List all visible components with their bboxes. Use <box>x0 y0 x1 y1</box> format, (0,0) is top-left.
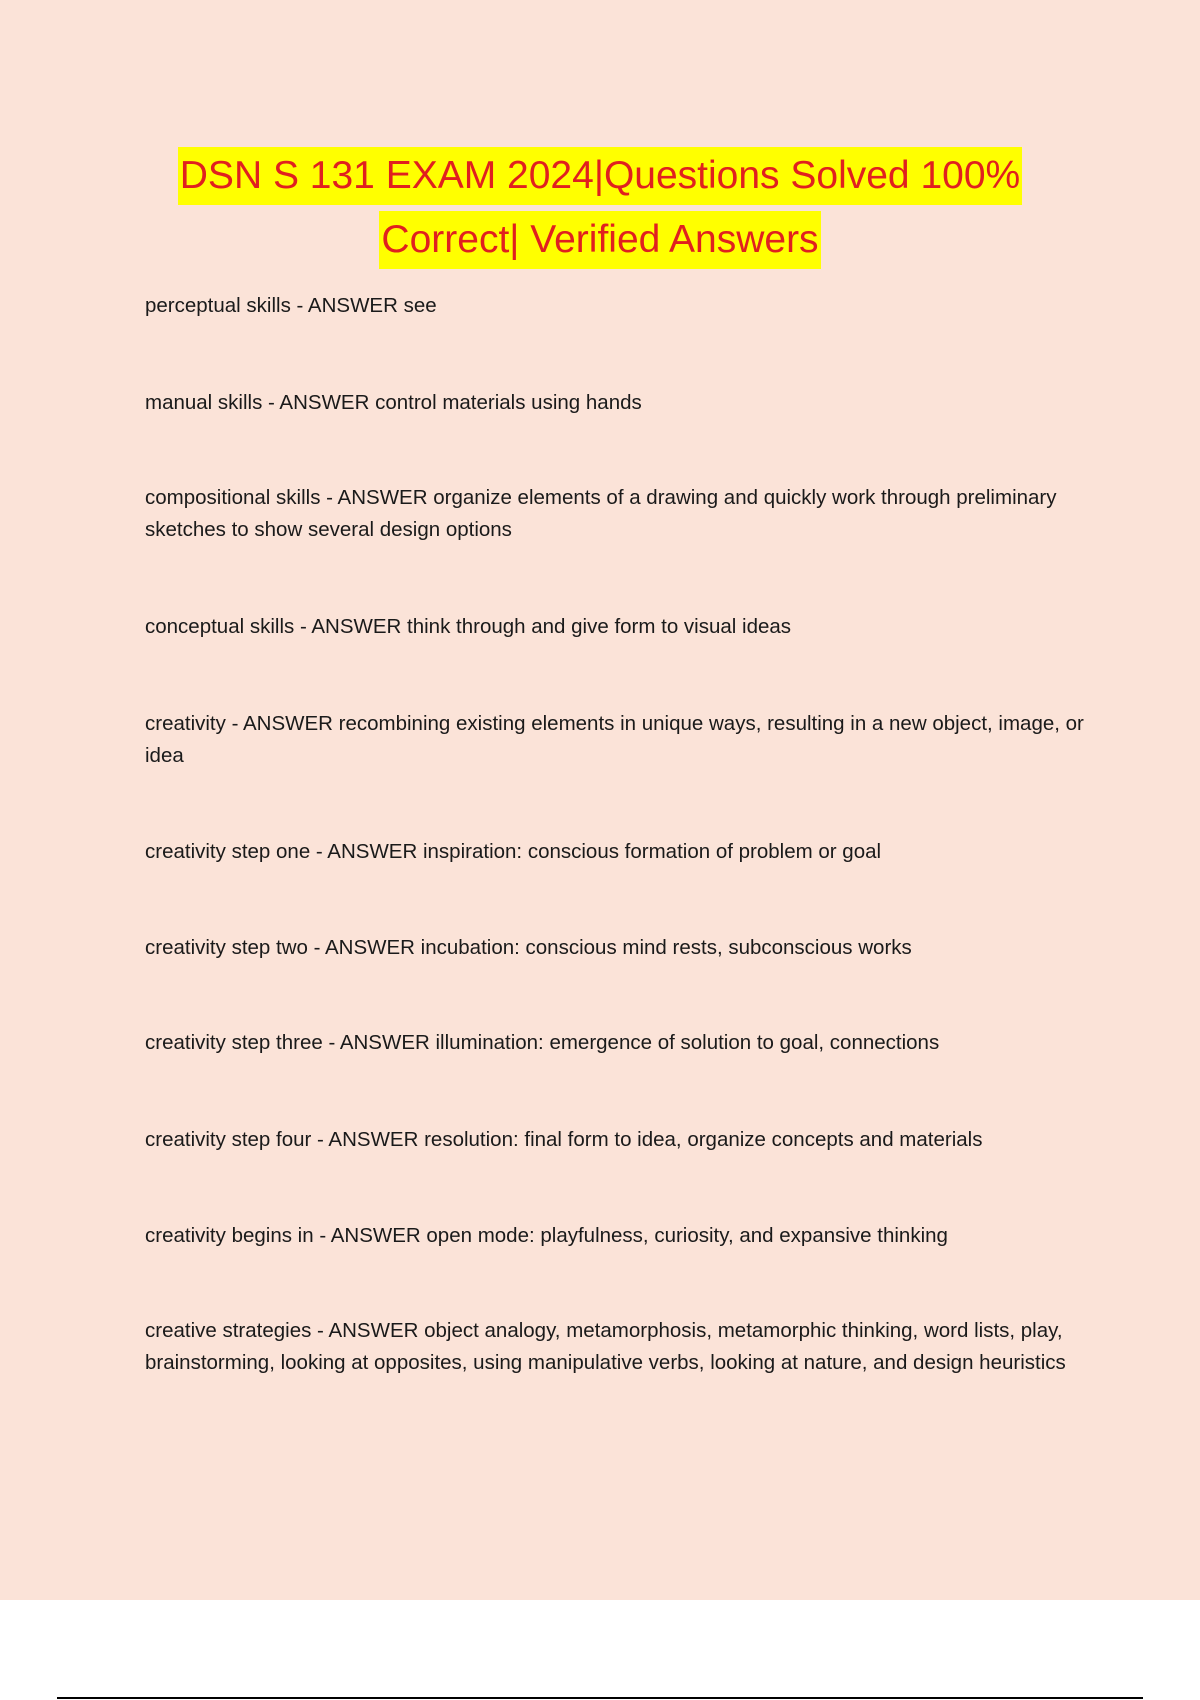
qa-item: creativity begins in - ANSWER open mode: playfulness, curiosity, and expansive thinking <box>145 1224 948 1247</box>
qa-item: conceptual skills - ANSWER think through and give form to visual ideas <box>145 615 792 638</box>
qa-item: creativity step one - ANSWER inspiration: conscious formation of problem or goal <box>145 840 882 863</box>
qa-item: creativity step two - ANSWER incubation: conscious mind rests, subconscious works <box>145 936 912 959</box>
qa-item: creativity - ANSWER recombining existing elements in unique ways, resulting in a new object, image, or idea <box>145 712 1084 767</box>
footer-divider <box>57 1697 1143 1699</box>
qa-item: creative strategies - ANSWER object analogy, metamorphosis, metamorphic thinking, word lists, play, brainstorming, looking at opposites, using manipulative verbs, looking at nature, and design heuristics <box>145 1319 1066 1374</box>
qa-item: perceptual skills - ANSWER see <box>145 294 437 317</box>
qa-item: creativity step four - ANSWER resolution: final form to idea, organize concepts and materials <box>145 1128 983 1151</box>
title-line-1: DSN S 131 EXAM 2024|Questions Solved 100% <box>178 147 1022 205</box>
page-title <box>0 147 1200 275</box>
title-line-2: Correct| Verified Answers <box>379 211 820 269</box>
qa-item: manual skills - ANSWER control materials using hands <box>145 391 642 414</box>
qa-item: creativity step three - ANSWER illumination: emergence of solution to goal, connections <box>145 1031 940 1054</box>
qa-item: compositional skills - ANSWER organize elements of a drawing and quickly work through preliminary sketches to show several design options <box>145 486 1057 541</box>
